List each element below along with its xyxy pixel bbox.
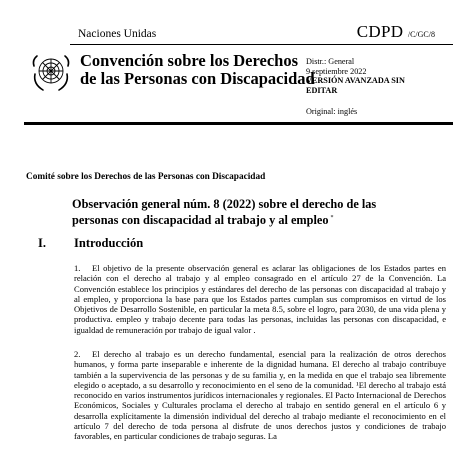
symbol-main: CDPD — [356, 22, 404, 41]
original-language: Original: inglés — [306, 107, 358, 117]
committee-name: Comité sobre los Derechos de las Personas con Discapacidad — [26, 172, 266, 182]
paragraph-2 — [74, 349, 446, 442]
un-emblem-icon — [30, 52, 72, 94]
paragraph-1 — [74, 263, 446, 335]
paragraph-number: 2. — [74, 349, 81, 359]
advance-version-line-1: VERSIÓN AVANZADA SIN — [306, 76, 405, 86]
document-symbol — [357, 22, 435, 42]
document-meta — [306, 57, 405, 117]
section-title: Introducción — [74, 236, 144, 250]
header-rule — [70, 44, 453, 45]
section-number: I. — [38, 236, 46, 250]
paragraph-text: El derecho al trabajo es un derecho fundamental, esencial para la realización de otros derechos humanos, y forma parte inseparable e inherente de la dignidad humana. El derecho al trabajo contribuye también a la supervivencia de las personas y de su familia y, en la medida en que el trabajo sea libremente elegido o aceptado, a su desarrollo y reconocimiento en el seno de la comunidad. ¹El derecho al trabajo está reconocido en varios instrumentos jurídicos internacionales y regionales. El Pacto Internacional de Derechos Económicos, Sociales y Culturales proclama el derecho al trabajo en sentido general en el artículo 6 y desarrolla explícitamente la dimensión individual del derecho al trabajo mediante el reconocimiento en el artículo 7 del derecho de toda persona al disfrute de unos derechos justos y condiciones de trabajo favorables, en particular condiciones de trabajo seguras. La — [74, 349, 446, 442]
paragraph-number: 1. — [74, 263, 81, 273]
convention-title-line-2: de las Personas con Discapacidad — [80, 69, 315, 88]
convention-title — [80, 52, 315, 88]
general-comment-title-text: Observación general núm. 8 (2022) sobre el derecho de las personas con discapacidad al trabajo y al empleo — [72, 197, 377, 228]
issue-date: 9 septiembre 2022 — [306, 66, 367, 76]
symbol-suffix: /C/GC/8 — [407, 30, 435, 39]
organization-name: Naciones Unidas — [78, 28, 157, 40]
title-rule — [24, 122, 453, 125]
paragraph-text: El objetivo de la presente observación general es aclarar las obligaciones de los Estados partes en relación con el derecho al trabajo y al empleo consagrado en el artículo 27 de la Convención. La Convención establece los principios y estándares del derecho de las personas con discapacidad al trabajo y al empleo, y proporciona la base para que los Estados partes cumplan sus compromisos en virtud de los Objetivos de Desarrollo Sostenible, en particular la meta 8.5, sobre el logro, para 2030, de una vida plena y productiva. empleo y trabajo decente para todas las personas, incluidas las personas con discapacidad, e igualdad de remuneración por trabajo de igual valor . — [74, 263, 446, 335]
general-comment-title — [72, 197, 402, 227]
convention-title-line-1: Convención sobre los Derechos — [80, 51, 299, 70]
distribution: Distr.: General — [306, 57, 355, 66]
advance-version-line-2: EDITAR — [306, 85, 338, 95]
footnote-mark: * — [330, 215, 334, 221]
